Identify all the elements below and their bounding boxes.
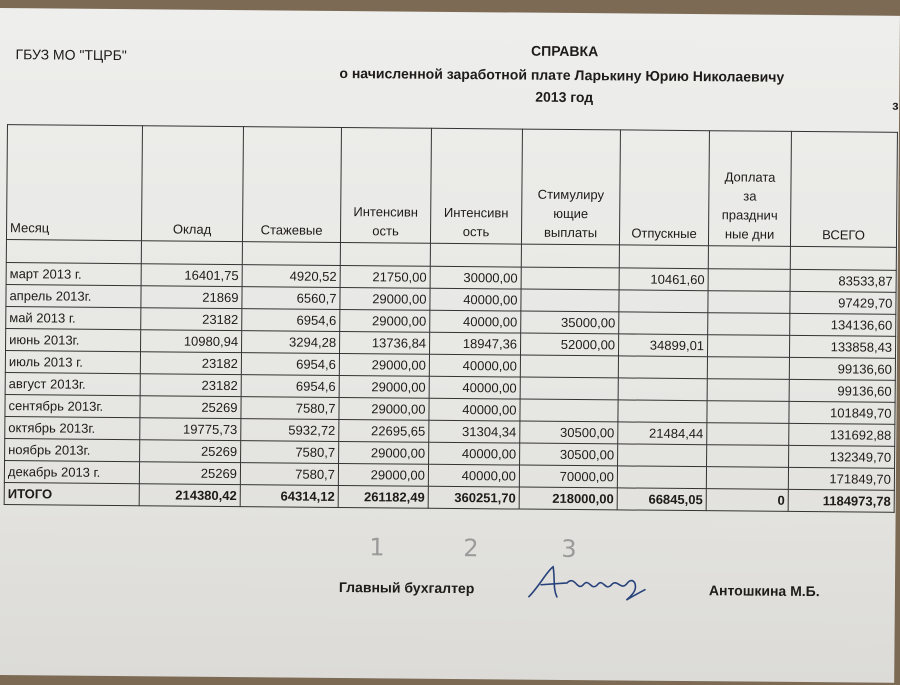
header-text: Месяц [10, 220, 50, 236]
cell-incentive [520, 377, 618, 400]
cell-salary: 25269 [140, 440, 241, 463]
header-text: Отпускные [631, 225, 697, 242]
cell-seniority: 7580,7 [241, 397, 339, 420]
cell-intensity-1: 29000,00 [339, 397, 429, 420]
cell-total: 101849,70 [789, 401, 895, 424]
header-text: Доплата [724, 169, 776, 185]
cell-salary: 23182 [140, 352, 241, 375]
cell-total: 132349,70 [789, 445, 895, 468]
cell-seniority: 6954,6 [241, 353, 339, 376]
cell-month: декабрь 2013 г. [4, 461, 139, 484]
cell-incentive [520, 355, 618, 378]
total-salary: 214380,42 [139, 484, 240, 507]
column-header-intensity-1 [340, 127, 431, 243]
cell-seniority: 6954,6 [242, 309, 340, 332]
total-incentive: 218000,00 [519, 487, 617, 510]
cell-month: июль 2013 г. [5, 351, 140, 374]
document-title: СПРАВКА [531, 42, 599, 60]
cell-salary: 25269 [139, 462, 240, 485]
cell-intensity-1: 29000,00 [339, 375, 429, 398]
cell-incentive [521, 267, 619, 290]
header-text: Стажевые [260, 222, 323, 238]
header-text: ость [462, 224, 490, 240]
cell-intensity-2: 40000,00 [430, 310, 521, 333]
column-header-incentive [521, 129, 620, 245]
header-text: Интенсивн [353, 204, 419, 220]
cell-intensity-2: 40000,00 [429, 442, 520, 465]
cell-vacation [618, 444, 707, 467]
cell-incentive: 52000,00 [520, 333, 618, 356]
cell-seniority: 7580,7 [240, 463, 338, 486]
cell-vacation [618, 378, 707, 401]
header-text: за [743, 188, 757, 204]
header-text: ВСЕГО [822, 227, 865, 243]
cell-vacation [619, 290, 708, 313]
empty-cell [790, 246, 896, 270]
cell-intensity-1: 29000,00 [339, 441, 429, 464]
cell-incentive: 35000,00 [521, 311, 619, 334]
cell-intensity-2: 40000,00 [429, 398, 520, 421]
cell-intensity-1: 29000,00 [340, 309, 430, 332]
header-text: Интенсивн [443, 204, 509, 221]
salary-table [4, 124, 898, 513]
cell-holiday [708, 313, 790, 336]
total-month: ИТОГО [4, 483, 139, 506]
cell-intensity-2: 40000,00 [429, 354, 520, 377]
empty-cell [708, 246, 790, 270]
column-header-month [6, 125, 142, 241]
cell-total: 133858,43 [789, 335, 895, 358]
cell-incentive: 70000,00 [519, 465, 617, 488]
cell-intensity-1: 29000,00 [338, 463, 428, 486]
cell-intensity-1: 21750,00 [340, 265, 430, 288]
empty-cell [6, 240, 141, 264]
header-text: ющие [553, 205, 589, 222]
column-header-salary [141, 126, 243, 242]
cell-vacation [618, 356, 707, 379]
pencil-mark: 1 [369, 533, 385, 562]
total-seniority: 64314,12 [240, 485, 338, 508]
document-sheet [0, 8, 900, 683]
empty-cell [430, 243, 521, 267]
cell-month: сентябрь 2013г. [5, 395, 140, 418]
handwritten-signature [523, 561, 653, 608]
signer-name: Антошкина М.Б. [708, 582, 820, 600]
pencil-mark: 2 [463, 534, 479, 563]
column-header-vacation [619, 130, 709, 246]
cell-total: 99136,60 [789, 357, 895, 380]
header-text: ость [372, 223, 399, 239]
empty-cell [521, 244, 619, 268]
cell-seniority: 5932,72 [241, 419, 339, 442]
cell-incentive [520, 399, 618, 422]
cell-incentive: 30500,00 [520, 443, 618, 466]
cell-vacation: 34899,01 [618, 334, 707, 357]
cell-total: 134136,60 [790, 313, 896, 336]
cell-intensity-2: 40000,00 [430, 288, 521, 311]
cell-intensity-1: 29000,00 [340, 287, 430, 310]
cell-salary: 10980,94 [141, 330, 242, 353]
cell-salary: 16401,75 [141, 264, 242, 287]
column-header-seniority [242, 127, 341, 243]
cell-month: март 2013 г. [6, 263, 141, 286]
total-vacation: 66845,05 [617, 488, 706, 511]
cell-vacation: 21484,44 [618, 422, 707, 445]
cell-holiday [707, 423, 789, 446]
cell-seniority: 6954,6 [241, 375, 339, 398]
cell-holiday [707, 445, 789, 468]
cell-intensity-2: 40000,00 [429, 376, 520, 399]
document-year: 2013 год [535, 88, 594, 106]
cell-incentive: 30500,00 [520, 421, 618, 444]
cell-holiday [707, 357, 789, 380]
cell-holiday [707, 401, 789, 424]
cell-intensity-2: 31304,34 [429, 420, 520, 443]
empty-cell [619, 245, 708, 269]
cell-month: май 2013 г. [6, 307, 141, 330]
cell-salary: 21869 [141, 286, 242, 309]
cell-intensity-1: 29000,00 [339, 353, 429, 376]
cut-off-char: з [892, 97, 899, 113]
cell-month: июнь 2013г. [6, 329, 141, 352]
cell-holiday [708, 291, 790, 314]
cell-salary: 19775,73 [140, 418, 241, 441]
column-header-total [790, 131, 897, 247]
total-intensity-2: 360251,70 [428, 486, 519, 509]
document-subtitle: о начисленной заработной плате Ларькину Юрию Николаевичу [339, 64, 785, 85]
cell-salary: 25269 [140, 396, 241, 419]
cell-vacation [619, 312, 708, 335]
cell-seniority: 6560,7 [242, 287, 340, 310]
cell-month: апрель 2013г. [6, 285, 141, 308]
cell-intensity-2: 18947,36 [429, 332, 520, 355]
cell-intensity-1: 22695,65 [339, 419, 429, 442]
cell-vacation: 10461,60 [619, 268, 708, 291]
header-text: ные дни [724, 226, 775, 242]
cell-month: август 2013г. [5, 373, 140, 396]
empty-cell [141, 241, 242, 265]
signer-title: Главный бухгалтер [338, 578, 475, 597]
cell-vacation [617, 466, 706, 489]
header-text: Стимулиру [537, 186, 605, 203]
cell-intensity-2: 40000,00 [428, 464, 519, 487]
cell-total: 99136,60 [789, 379, 895, 402]
header-text: празднич [721, 207, 778, 223]
table-header-row [6, 125, 897, 248]
empty-cell [340, 242, 430, 266]
cell-holiday [706, 467, 788, 490]
cell-salary: 23182 [141, 308, 242, 331]
organization-name: ГБУЗ МО "ТЦРБ" [15, 46, 127, 64]
cell-salary: 23182 [140, 374, 241, 397]
cell-total: 171849,70 [788, 467, 894, 490]
cell-month: ноябрь 2013г. [5, 439, 140, 462]
total-intensity-1: 261182,49 [338, 485, 428, 508]
header-text: выплаты [543, 224, 598, 241]
pencil-mark: 3 [561, 534, 577, 564]
cell-holiday [707, 335, 789, 358]
cell-month: октябрь 2013г. [5, 417, 140, 440]
cell-seniority: 3294,28 [242, 331, 340, 354]
empty-cell [242, 242, 340, 266]
cell-intensity-2: 30000,00 [430, 266, 521, 289]
column-header-holiday [708, 131, 791, 247]
cell-total: 97429,70 [790, 291, 896, 314]
cell-seniority: 7580,7 [241, 441, 339, 464]
cell-total: 131692,88 [789, 423, 895, 446]
total-total: 1184973,78 [788, 489, 894, 512]
cell-intensity-1: 13736,84 [339, 331, 429, 354]
header-text: Оклад [172, 221, 212, 237]
cell-holiday [708, 269, 790, 292]
cell-seniority: 4920,52 [242, 265, 340, 288]
total-holiday: 0 [706, 489, 788, 512]
column-header-intensity-2 [430, 128, 522, 244]
cell-vacation [618, 400, 707, 423]
cell-total: 83533,87 [790, 269, 896, 292]
cell-incentive [521, 289, 619, 312]
cell-holiday [707, 379, 789, 402]
